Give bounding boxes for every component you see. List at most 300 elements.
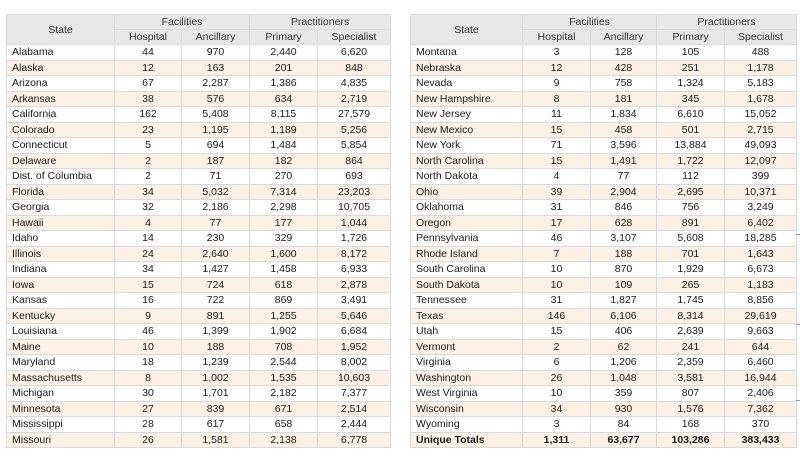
edge-tick-mark — [796, 400, 800, 401]
state-cell: Montana — [411, 45, 523, 61]
hospital-cell: 32 — [115, 200, 182, 216]
ancillary-cell: 62 — [591, 339, 657, 355]
ancillary-cell: 1,399 — [182, 324, 250, 340]
state-cell: Illinois — [7, 246, 115, 262]
state-cell: Vermont — [411, 339, 523, 355]
table-row — [411, 138, 797, 154]
hospital-cell: 34 — [115, 262, 182, 278]
state-cell: Indiana — [7, 262, 115, 278]
practitioners-group-header: Practitioners — [657, 15, 797, 30]
hospital-cell: 1,311 — [523, 432, 591, 448]
hospital-cell: 4 — [523, 169, 591, 185]
primary-cell: 1,600 — [250, 246, 318, 262]
specialist-cell: 1,678 — [725, 91, 797, 107]
ancillary-cell: 1,701 — [182, 386, 250, 402]
primary-cell: 708 — [250, 339, 318, 355]
provider-table-left — [6, 14, 391, 448]
primary-cell: 634 — [250, 91, 318, 107]
ancillary-cell: 846 — [591, 200, 657, 216]
table-row — [411, 262, 797, 278]
hospital-cell: 67 — [115, 76, 182, 92]
table-row — [7, 432, 391, 448]
hospital-cell: 14 — [115, 231, 182, 247]
ancillary-cell: 870 — [591, 262, 657, 278]
state-cell: Oregon — [411, 215, 523, 231]
state-cell: Wisconsin — [411, 401, 523, 417]
hospital-cell: 10 — [523, 262, 591, 278]
totals-row — [411, 432, 797, 448]
primary-cell: 182 — [250, 153, 318, 169]
ancillary-cell: 930 — [591, 401, 657, 417]
specialist-cell: 864 — [318, 153, 391, 169]
state-cell: Dist. of Columbia — [7, 169, 115, 185]
ancillary-cell: 1,002 — [182, 370, 250, 386]
specialist-cell: 399 — [725, 169, 797, 185]
state-cell: Nevada — [411, 76, 523, 92]
ancillary-cell: 5,032 — [182, 184, 250, 200]
specialist-cell: 12,097 — [725, 153, 797, 169]
table-row — [411, 246, 797, 262]
specialist-cell: 10,603 — [318, 370, 391, 386]
table-row — [411, 386, 797, 402]
hospital-cell: 146 — [523, 308, 591, 324]
state-cell: Georgia — [7, 200, 115, 216]
hospital-cell: 4 — [115, 215, 182, 231]
specialist-cell: 5,646 — [318, 308, 391, 324]
ancillary-cell: 970 — [182, 45, 250, 61]
specialist-cell: 49,093 — [725, 138, 797, 154]
specialist-cell: 2,719 — [318, 91, 391, 107]
ancillary-cell: 2,640 — [182, 246, 250, 262]
state-cell: South Dakota — [411, 277, 523, 293]
table-row — [7, 169, 391, 185]
hospital-cell: 2 — [115, 153, 182, 169]
facilities-group-header: Facilities — [523, 15, 657, 30]
edge-tick-mark — [796, 234, 800, 235]
state-cell: Hawaii — [7, 215, 115, 231]
state-cell: California — [7, 107, 115, 123]
table-row — [411, 231, 797, 247]
ancillary-cell: 5,408 — [182, 107, 250, 123]
table-row — [411, 293, 797, 309]
primary-cell: 501 — [657, 122, 725, 138]
specialist-cell: 27,579 — [318, 107, 391, 123]
hospital-cell: 31 — [523, 200, 591, 216]
state-cell: Maine — [7, 339, 115, 355]
specialist-cell: 1,726 — [318, 231, 391, 247]
state-cell: Kentucky — [7, 308, 115, 324]
table-row — [411, 107, 797, 123]
table-row — [7, 184, 391, 200]
table-row — [7, 45, 391, 61]
specialist-cell: 6,673 — [725, 262, 797, 278]
hospital-cell: 8 — [523, 91, 591, 107]
state-cell: Connecticut — [7, 138, 115, 154]
table-row — [7, 122, 391, 138]
specialist-column-header: Specialist — [318, 30, 391, 45]
table-row — [411, 153, 797, 169]
primary-cell: 6,610 — [657, 107, 725, 123]
table-row — [411, 215, 797, 231]
state-cell: Kansas — [7, 293, 115, 309]
ancillary-cell: 1,491 — [591, 153, 657, 169]
state-cell: Arizona — [7, 76, 115, 92]
table-row — [411, 339, 797, 355]
ancillary-cell: 458 — [591, 122, 657, 138]
hospital-cell: 44 — [115, 45, 182, 61]
table-row — [7, 231, 391, 247]
primary-cell: 891 — [657, 215, 725, 231]
state-cell: Utah — [411, 324, 523, 340]
primary-cell: 201 — [250, 60, 318, 76]
primary-cell: 8,314 — [657, 308, 725, 324]
edge-tick-mark — [796, 324, 800, 325]
table-row — [7, 308, 391, 324]
ancillary-cell: 128 — [591, 45, 657, 61]
specialist-cell: 15,052 — [725, 107, 797, 123]
specialist-cell: 2,878 — [318, 277, 391, 293]
state-cell: Arkansas — [7, 91, 115, 107]
primary-cell: 177 — [250, 215, 318, 231]
primary-cell: 1,929 — [657, 262, 725, 278]
specialist-cell: 1,044 — [318, 215, 391, 231]
specialist-cell: 3,491 — [318, 293, 391, 309]
table-row — [411, 60, 797, 76]
ancillary-cell: 406 — [591, 324, 657, 340]
ancillary-cell: 1,206 — [591, 355, 657, 371]
specialist-cell: 18,285 — [725, 231, 797, 247]
specialist-cell: 5,854 — [318, 138, 391, 154]
hospital-cell: 24 — [115, 246, 182, 262]
ancillary-cell: 1,427 — [182, 262, 250, 278]
specialist-cell: 693 — [318, 169, 391, 185]
ancillary-cell: 839 — [182, 401, 250, 417]
ancillary-cell: 359 — [591, 386, 657, 402]
hospital-cell: 3 — [523, 45, 591, 61]
table-row — [7, 355, 391, 371]
specialist-cell: 6,933 — [318, 262, 391, 278]
hospital-cell: 26 — [523, 370, 591, 386]
hospital-cell: 30 — [115, 386, 182, 402]
specialist-cell: 4,835 — [318, 76, 391, 92]
table-row — [411, 169, 797, 185]
table-row — [411, 184, 797, 200]
state-cell: Maryland — [7, 355, 115, 371]
hospital-cell: 34 — [523, 401, 591, 417]
ancillary-cell: 891 — [182, 308, 250, 324]
hospital-cell: 2 — [523, 339, 591, 355]
specialist-cell: 7,377 — [318, 386, 391, 402]
ancillary-cell: 2,904 — [591, 184, 657, 200]
hospital-cell: 3 — [523, 417, 591, 433]
ancillary-cell: 181 — [591, 91, 657, 107]
hospital-cell: 2 — [115, 169, 182, 185]
state-cell: New Jersey — [411, 107, 523, 123]
primary-cell: 5,608 — [657, 231, 725, 247]
state-cell: Iowa — [7, 277, 115, 293]
state-cell: North Carolina — [411, 153, 523, 169]
state-cell: Rhode Island — [411, 246, 523, 262]
hospital-cell: 31 — [523, 293, 591, 309]
provider-table-right — [410, 14, 797, 448]
primary-cell: 2,359 — [657, 355, 725, 371]
ancillary-cell: 694 — [182, 138, 250, 154]
primary-cell: 8,115 — [250, 107, 318, 123]
hospital-cell: 18 — [115, 355, 182, 371]
state-cell: Colorado — [7, 122, 115, 138]
specialist-cell: 7,362 — [725, 401, 797, 417]
hospital-cell: 12 — [115, 60, 182, 76]
state-cell: Michigan — [7, 386, 115, 402]
primary-cell: 807 — [657, 386, 725, 402]
hospital-cell: 15 — [523, 122, 591, 138]
primary-cell: 2,639 — [657, 324, 725, 340]
primary-cell: 2,138 — [250, 432, 318, 448]
specialist-cell: 8,172 — [318, 246, 391, 262]
primary-cell: 1,576 — [657, 401, 725, 417]
hospital-cell: 15 — [523, 324, 591, 340]
specialist-cell: 644 — [725, 339, 797, 355]
ancillary-cell: 576 — [182, 91, 250, 107]
state-cell: Louisiana — [7, 324, 115, 340]
primary-cell: 241 — [657, 339, 725, 355]
ancillary-cell: 724 — [182, 277, 250, 293]
primary-cell: 658 — [250, 417, 318, 433]
table-row — [7, 200, 391, 216]
state-cell: Florida — [7, 184, 115, 200]
primary-cell: 618 — [250, 277, 318, 293]
specialist-cell: 6,402 — [725, 215, 797, 231]
table-row — [7, 417, 391, 433]
facilities-group-header: Facilities — [115, 15, 250, 30]
table-row — [411, 200, 797, 216]
primary-cell: 701 — [657, 246, 725, 262]
specialist-cell: 8,002 — [318, 355, 391, 371]
table-row — [411, 122, 797, 138]
primary-cell: 1,535 — [250, 370, 318, 386]
ancillary-cell: 628 — [591, 215, 657, 231]
primary-cell: 2,182 — [250, 386, 318, 402]
primary-cell: 1,324 — [657, 76, 725, 92]
hospital-cell: 10 — [523, 277, 591, 293]
specialist-cell: 9,663 — [725, 324, 797, 340]
specialist-cell: 1,183 — [725, 277, 797, 293]
state-cell: Nebraska — [411, 60, 523, 76]
hospital-cell: 5 — [115, 138, 182, 154]
table-row — [411, 355, 797, 371]
specialist-cell: 1,643 — [725, 246, 797, 262]
ancillary-cell: 84 — [591, 417, 657, 433]
specialist-cell: 488 — [725, 45, 797, 61]
ancillary-cell: 2,287 — [182, 76, 250, 92]
primary-cell: 105 — [657, 45, 725, 61]
ancillary-cell: 188 — [591, 246, 657, 262]
hospital-cell: 10 — [115, 339, 182, 355]
primary-cell: 2,695 — [657, 184, 725, 200]
table-row — [411, 401, 797, 417]
state-cell: Oklahoma — [411, 200, 523, 216]
ancillary-cell: 758 — [591, 76, 657, 92]
ancillary-cell: 3,107 — [591, 231, 657, 247]
state-column-header: State — [411, 15, 523, 45]
specialist-cell: 6,684 — [318, 324, 391, 340]
ancillary-cell: 188 — [182, 339, 250, 355]
state-cell: Wyoming — [411, 417, 523, 433]
table-row — [7, 262, 391, 278]
specialist-cell: 370 — [725, 417, 797, 433]
table-row — [411, 324, 797, 340]
specialist-cell: 6,620 — [318, 45, 391, 61]
specialist-cell: 10,371 — [725, 184, 797, 200]
primary-cell: 869 — [250, 293, 318, 309]
totals-label: Unique Totals — [411, 432, 523, 448]
state-cell: Virginia — [411, 355, 523, 371]
state-cell: Idaho — [7, 231, 115, 247]
primary-cell: 3,581 — [657, 370, 725, 386]
hospital-cell: 16 — [115, 293, 182, 309]
state-cell: Washington — [411, 370, 523, 386]
specialist-cell: 29,619 — [725, 308, 797, 324]
specialist-cell: 1,178 — [725, 60, 797, 76]
table-row — [7, 215, 391, 231]
primary-cell: 270 — [250, 169, 318, 185]
hospital-cell: 46 — [523, 231, 591, 247]
specialist-cell: 16,944 — [725, 370, 797, 386]
primary-cell: 251 — [657, 60, 725, 76]
specialist-cell: 1,952 — [318, 339, 391, 355]
ancillary-cell: 1,834 — [591, 107, 657, 123]
specialist-cell: 848 — [318, 60, 391, 76]
ancillary-cell: 77 — [591, 169, 657, 185]
state-cell: South Carolina — [411, 262, 523, 278]
state-cell: New Hampshire — [411, 91, 523, 107]
ancillary-cell: 1,048 — [591, 370, 657, 386]
primary-cell: 1,458 — [250, 262, 318, 278]
ancillary-column-header: Ancillary — [182, 30, 250, 45]
hospital-cell: 11 — [523, 107, 591, 123]
specialist-cell: 5,256 — [318, 122, 391, 138]
hospital-cell: 46 — [115, 324, 182, 340]
primary-cell: 756 — [657, 200, 725, 216]
specialist-column-header: Specialist — [725, 30, 797, 45]
state-cell: Mississippi — [7, 417, 115, 433]
state-cell: Delaware — [7, 153, 115, 169]
primary-cell: 2,298 — [250, 200, 318, 216]
specialist-cell: 2,444 — [318, 417, 391, 433]
primary-cell: 1,189 — [250, 122, 318, 138]
specialist-cell: 10,705 — [318, 200, 391, 216]
ancillary-cell: 230 — [182, 231, 250, 247]
table-row — [411, 91, 797, 107]
table-row — [7, 401, 391, 417]
primary-cell: 265 — [657, 277, 725, 293]
state-cell: Missouri — [7, 432, 115, 448]
primary-cell: 7,314 — [250, 184, 318, 200]
table-row — [411, 308, 797, 324]
primary-cell: 2,440 — [250, 45, 318, 61]
state-cell: Alaska — [7, 60, 115, 76]
state-cell: New York — [411, 138, 523, 154]
specialist-cell: 23,203 — [318, 184, 391, 200]
specialist-cell: 5,183 — [725, 76, 797, 92]
ancillary-cell: 3,596 — [591, 138, 657, 154]
hospital-cell: 12 — [523, 60, 591, 76]
table-row — [7, 386, 391, 402]
hospital-cell: 9 — [115, 308, 182, 324]
primary-cell: 1,745 — [657, 293, 725, 309]
practitioners-group-header: Practitioners — [250, 15, 391, 30]
table-row — [7, 107, 391, 123]
primary-cell: 329 — [250, 231, 318, 247]
table-row — [7, 76, 391, 92]
primary-cell: 2,544 — [250, 355, 318, 371]
hospital-cell: 8 — [115, 370, 182, 386]
table-row — [7, 138, 391, 154]
primary-column-header: Primary — [657, 30, 725, 45]
state-cell: Massachusetts — [7, 370, 115, 386]
state-cell: Texas — [411, 308, 523, 324]
specialist-cell: 6,778 — [318, 432, 391, 448]
ancillary-cell: 71 — [182, 169, 250, 185]
specialist-cell: 383,433 — [725, 432, 797, 448]
primary-cell: 103,286 — [657, 432, 725, 448]
primary-cell: 1,386 — [250, 76, 318, 92]
ancillary-cell: 1,827 — [591, 293, 657, 309]
primary-cell: 671 — [250, 401, 318, 417]
hospital-cell: 27 — [115, 401, 182, 417]
hospital-cell: 15 — [523, 153, 591, 169]
primary-cell: 112 — [657, 169, 725, 185]
table-row — [7, 339, 391, 355]
state-cell: West Virginia — [411, 386, 523, 402]
primary-cell: 345 — [657, 91, 725, 107]
primary-cell: 1,255 — [250, 308, 318, 324]
table-row — [7, 60, 391, 76]
ancillary-cell: 1,239 — [182, 355, 250, 371]
ancillary-cell: 163 — [182, 60, 250, 76]
ancillary-cell: 109 — [591, 277, 657, 293]
hospital-cell: 39 — [523, 184, 591, 200]
ancillary-cell: 1,195 — [182, 122, 250, 138]
hospital-cell: 6 — [523, 355, 591, 371]
primary-cell: 13,884 — [657, 138, 725, 154]
hospital-cell: 15 — [115, 277, 182, 293]
table-row — [7, 277, 391, 293]
state-cell: New Mexico — [411, 122, 523, 138]
state-column-header: State — [7, 15, 115, 45]
primary-cell: 1,484 — [250, 138, 318, 154]
table-row — [411, 277, 797, 293]
specialist-cell: 3,249 — [725, 200, 797, 216]
specialist-cell: 2,715 — [725, 122, 797, 138]
hospital-cell: 23 — [115, 122, 182, 138]
ancillary-cell: 617 — [182, 417, 250, 433]
table-row — [411, 370, 797, 386]
hospital-cell: 17 — [523, 215, 591, 231]
ancillary-cell: 722 — [182, 293, 250, 309]
hospital-cell: 7 — [523, 246, 591, 262]
hospital-cell: 34 — [115, 184, 182, 200]
table-row — [411, 45, 797, 61]
ancillary-cell: 6,106 — [591, 308, 657, 324]
ancillary-cell: 187 — [182, 153, 250, 169]
specialist-cell: 2,514 — [318, 401, 391, 417]
ancillary-cell: 2,186 — [182, 200, 250, 216]
table-row — [411, 417, 797, 433]
table-row — [7, 153, 391, 169]
hospital-column-header: Hospital — [115, 30, 182, 45]
table-row — [7, 246, 391, 262]
